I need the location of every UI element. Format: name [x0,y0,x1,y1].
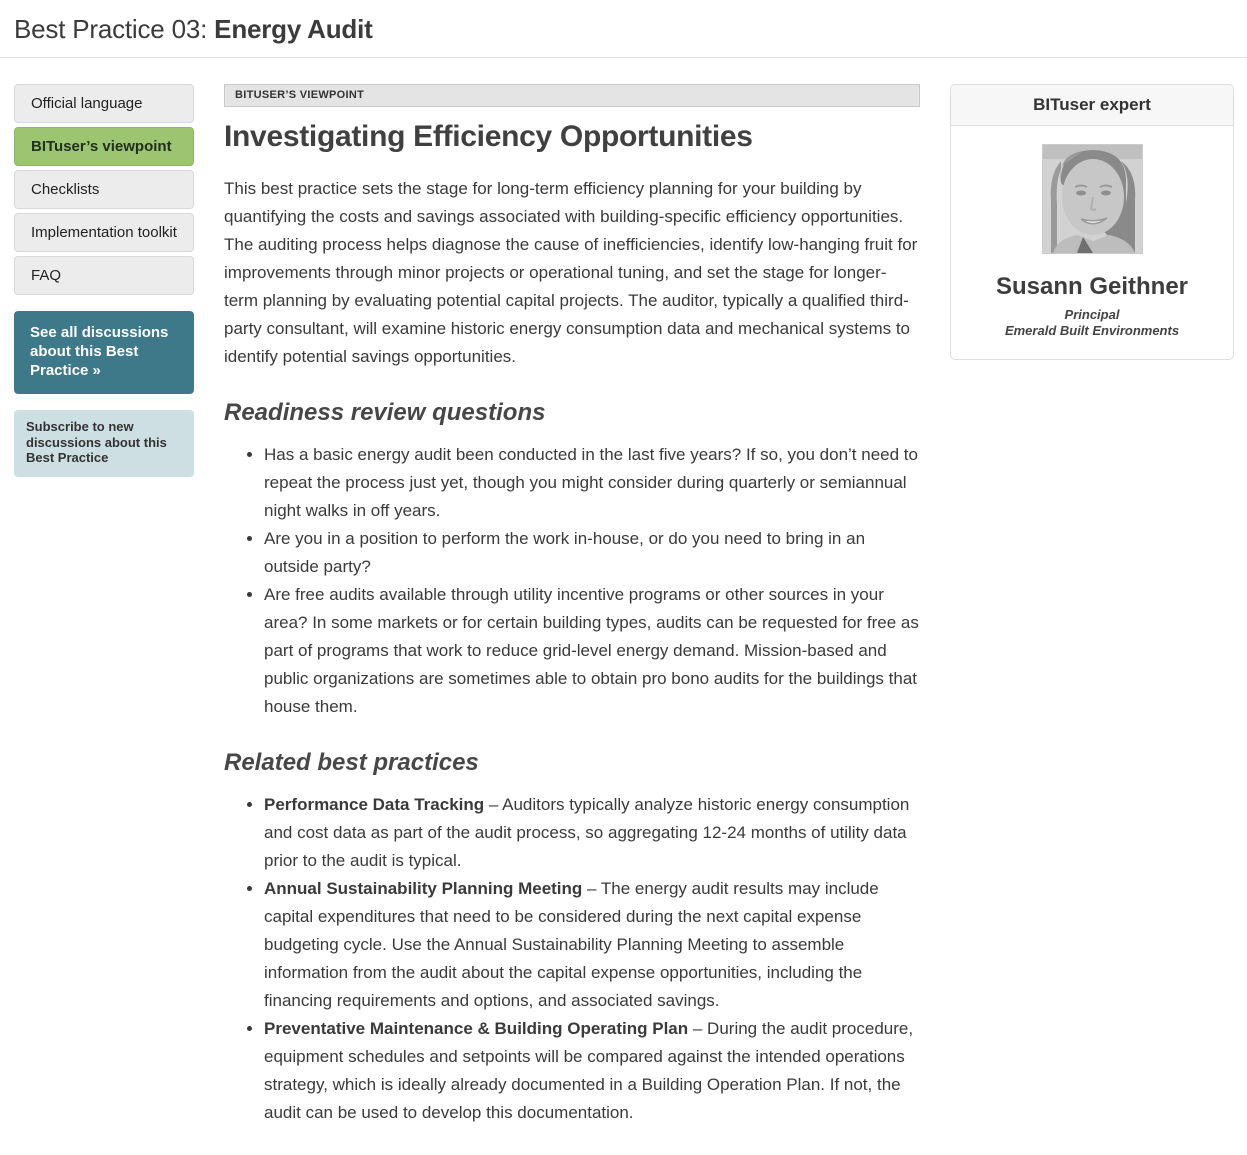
sidebar-item-implementation-toolkit[interactable]: Implementation toolkit [14,213,194,252]
related-bullet [264,875,920,1015]
see-all-discussions-button[interactable]: See all discussions about this Best Practice » [14,311,194,394]
expert-portrait-photo [1042,144,1143,254]
sidebar-item-official-language[interactable]: Official language [14,84,194,123]
readiness-bullet: • Are free audits available through utility incentive programs or other sources in your area? In some markets or for certain building types, audits can be requested for free as part of programs that work to reduce grid-level energy demand. Mission-based and public organizations are sometimes able to obtain pro bono audits for the buildings that house them. [264,581,920,721]
page-layout [0,58,1247,1155]
readiness-bullet: • Are you in a position to perform the work in-house, or do you need to bring in an outside party? [264,525,920,581]
related-bullet-list [224,791,920,1127]
expert-name: Susann Geithner [995,273,1189,300]
related-heading: Related best practices [224,749,479,776]
left-sidebar [14,84,194,477]
expert-card-body [951,126,1233,359]
section-label-bar: BITUSER’S VIEWPOINT [224,84,920,107]
page-title-bold: Energy Audit [214,14,373,44]
page-title [14,14,1233,45]
related-bullet-title: Performance Data Tracking [264,795,485,814]
related-bullet [264,791,920,875]
main-content [224,84,920,1155]
page-title-prefix: Best Practice 03: [14,14,215,44]
readiness-bullet: • Has a basic energy audit been conducted in the last five years? If so, you don’t need to repeat the process just yet, though you might consider during quarterly or semiannual night walks in off years. [264,441,920,525]
right-sidebar [950,84,1234,360]
sidebar-item-faq[interactable]: FAQ [14,256,194,295]
expert-card-header: BITuser expert [951,85,1233,126]
related-bullet-title: Annual Sustainability Planning Meeting [264,879,583,898]
intro-paragraph: This best practice sets the stage for long-term efficiency planning for your building by quantifying the costs and savings associated with building-specific efficiency opportunities. The auditing process helps diagnose the cause of inefficiencies, identify low-hanging fruit for improvements through minor projects or operational tuning, and set the stage for longer-term planning by evaluating potential capital projects. The auditor, typically a qualified third-party consultant, will examine historic energy consumption data and mechanical systems to identify potential savings opportunities. [224,179,918,366]
sidebar-item-checklists[interactable]: Checklists [14,170,194,209]
readiness-heading: Readiness review questions [224,399,546,426]
expert-card [950,84,1234,360]
expert-role: Principal [1064,307,1120,322]
related-bullet-title: Preventative Maintenance & Building Operating Plan [264,1019,689,1038]
subscribe-discussions-button[interactable]: Subscribe to new discussions about this Best Practice [14,410,194,477]
related-bullet-text: – Auditors typically analyze historic energy consumption and cost data as part of the audit process, so aggregating 12-24 months of utility data prior to the audit is typical. [264,795,910,870]
expert-company: Emerald Built Environments [1004,323,1180,338]
related-bullet-text: – The energy audit results may include capital expenditures that need to be considered during the next capital expense budgeting cycle. Use the Annual Sustainability Planning Meeting to assemble information from the audit about the capital expense opportunities, including the financing requirements and options, and associated savings. [264,879,879,1010]
page-header [0,0,1247,58]
sidebar-item-bitusers-viewpoint[interactable]: BITuser’s viewpoint [14,127,194,166]
main-heading: Investigating Efficiency Opportunities [224,120,753,153]
related-bullet [264,1015,920,1127]
related-bullet-text: – During the audit procedure, equipment schedules and setpoints will be compared against the intended operations strategy, which is ideally already documented in a Building Operation Plan. If not, the audit can be used to develop this documentation. [264,1019,914,1122]
readiness-bullet-list [224,441,920,721]
